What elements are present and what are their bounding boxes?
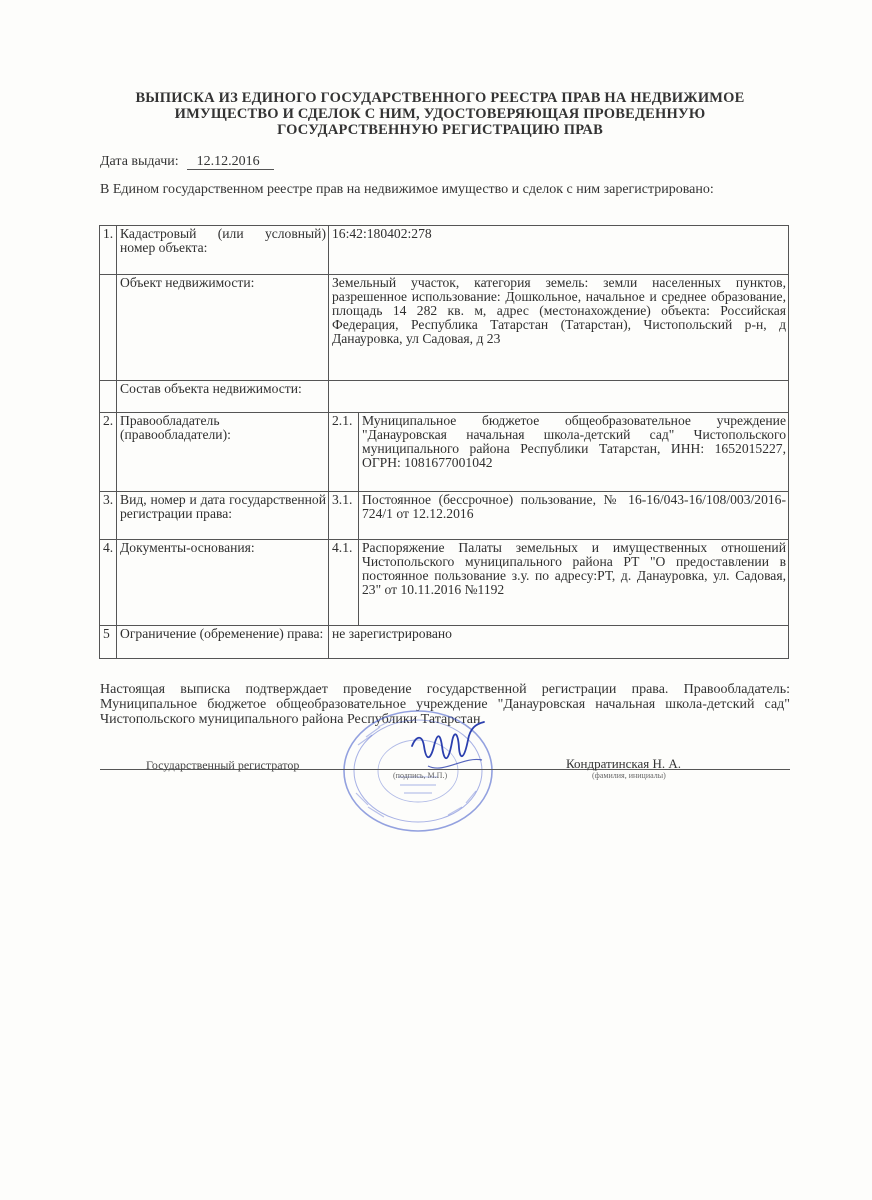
- issue-date-label: Дата выдачи:: [100, 154, 179, 169]
- row-label: Объект недвижимости:: [117, 275, 329, 381]
- registry-table: [99, 225, 789, 659]
- row-value: Постоянное (бессрочное) пользование, № 16-16/043-16/108/003/2016-724/1 от 12.12.2016: [359, 492, 789, 540]
- row-label: Документы-основания:: [117, 540, 329, 626]
- row-label: Кадастровый (или условный) номер объекта:: [117, 226, 329, 275]
- registrar-name: Кондратинская Н. А.: [566, 756, 682, 771]
- row-label: Вид, номер и дата государственной регистрации права:: [117, 492, 329, 540]
- table-row: [100, 275, 789, 381]
- table-row: [100, 540, 789, 626]
- row-number: 5: [100, 626, 117, 659]
- row-value: Муниципальное бюджетое общеобразовательное учреждение "Данауровская начальная школа-детский сад" Чистопольского муниципального района Республики Татарстан, ИНН: 1652015227, ОГРН: 1081677001042: [359, 413, 789, 492]
- row-number: 4.: [100, 540, 117, 626]
- row-number: 2.: [100, 413, 117, 492]
- signature-caption: (подпись, М.П.): [393, 771, 448, 780]
- intro-paragraph: В Едином государственном реестре прав на недвижимое имущество и сделок с ним зарегистрировано:: [100, 182, 714, 197]
- document-title: ВЫПИСКА ИЗ ЕДИНОГО ГОСУДАРСТВЕННОГО РЕЕСТРА ПРАВ НА НЕДВИЖИМОЕ ИМУЩЕСТВО И СДЕЛОК С НИМ, УДОСТОВЕРЯЮЩАЯ ПРОВЕДЕННУЮ ГОСУДАРСТВЕННУЮ РЕГИСТРАЦИЮ ПРАВ: [135, 90, 745, 138]
- issue-date-value: 12.12.2016: [187, 154, 274, 170]
- row-number: 1.: [100, 226, 117, 275]
- row-value: Распоряжение Палаты земельных и имущественных отношений Чистопольского муниципального района РТ "О предоставлении в постоянное пользование з.у. по адресу:РТ, д. Данауровка, ул. Садовая, 23" от 10.11.2016 №1192: [359, 540, 789, 626]
- row-label: Состав объекта недвижимости:: [117, 381, 329, 413]
- table-row: [100, 626, 789, 659]
- table-row: [100, 492, 789, 540]
- row-subnumber: 3.1.: [329, 492, 359, 540]
- name-caption: (фамилия, инициалы): [592, 771, 666, 780]
- row-number: [100, 275, 117, 381]
- row-label: Правообладатель (правообладатели):: [117, 413, 329, 492]
- row-label: Ограничение (обременение) права:: [117, 626, 329, 659]
- issue-date-line: [100, 154, 274, 170]
- confirmation-paragraph: Настоящая выписка подтверждает проведение государственной регистрации права. Правообладатель: Муниципальное бюджетое общеобразовательное учреждение "Данауровская начальная школа-детский сад" Чистопольского муниципального района Республики Татарстан: [100, 682, 790, 727]
- table-row: [100, 413, 789, 492]
- table-row: [100, 226, 789, 275]
- registrar-label: Государственный регистратор: [146, 758, 300, 772]
- table-row: [100, 381, 789, 413]
- row-number: [100, 381, 117, 413]
- row-subnumber: 4.1.: [329, 540, 359, 626]
- row-subnumber: 2.1.: [329, 413, 359, 492]
- row-value: 16:42:180402:278: [329, 226, 789, 275]
- row-value: не зарегистрировано: [329, 626, 789, 659]
- row-value: Земельный участок, категория земель: земли населенных пунктов, разрешенное использование: Дошкольное, начальное и среднее образование, площадь 14 282 кв. м, адрес (местонахождение) объекта: Российская Федерация, Республика Татарстан (Татарстан), Чистопольский р-н, д Данауровка, ул Садовая, д 23: [329, 275, 789, 381]
- row-value: [329, 381, 789, 413]
- row-number: 3.: [100, 492, 117, 540]
